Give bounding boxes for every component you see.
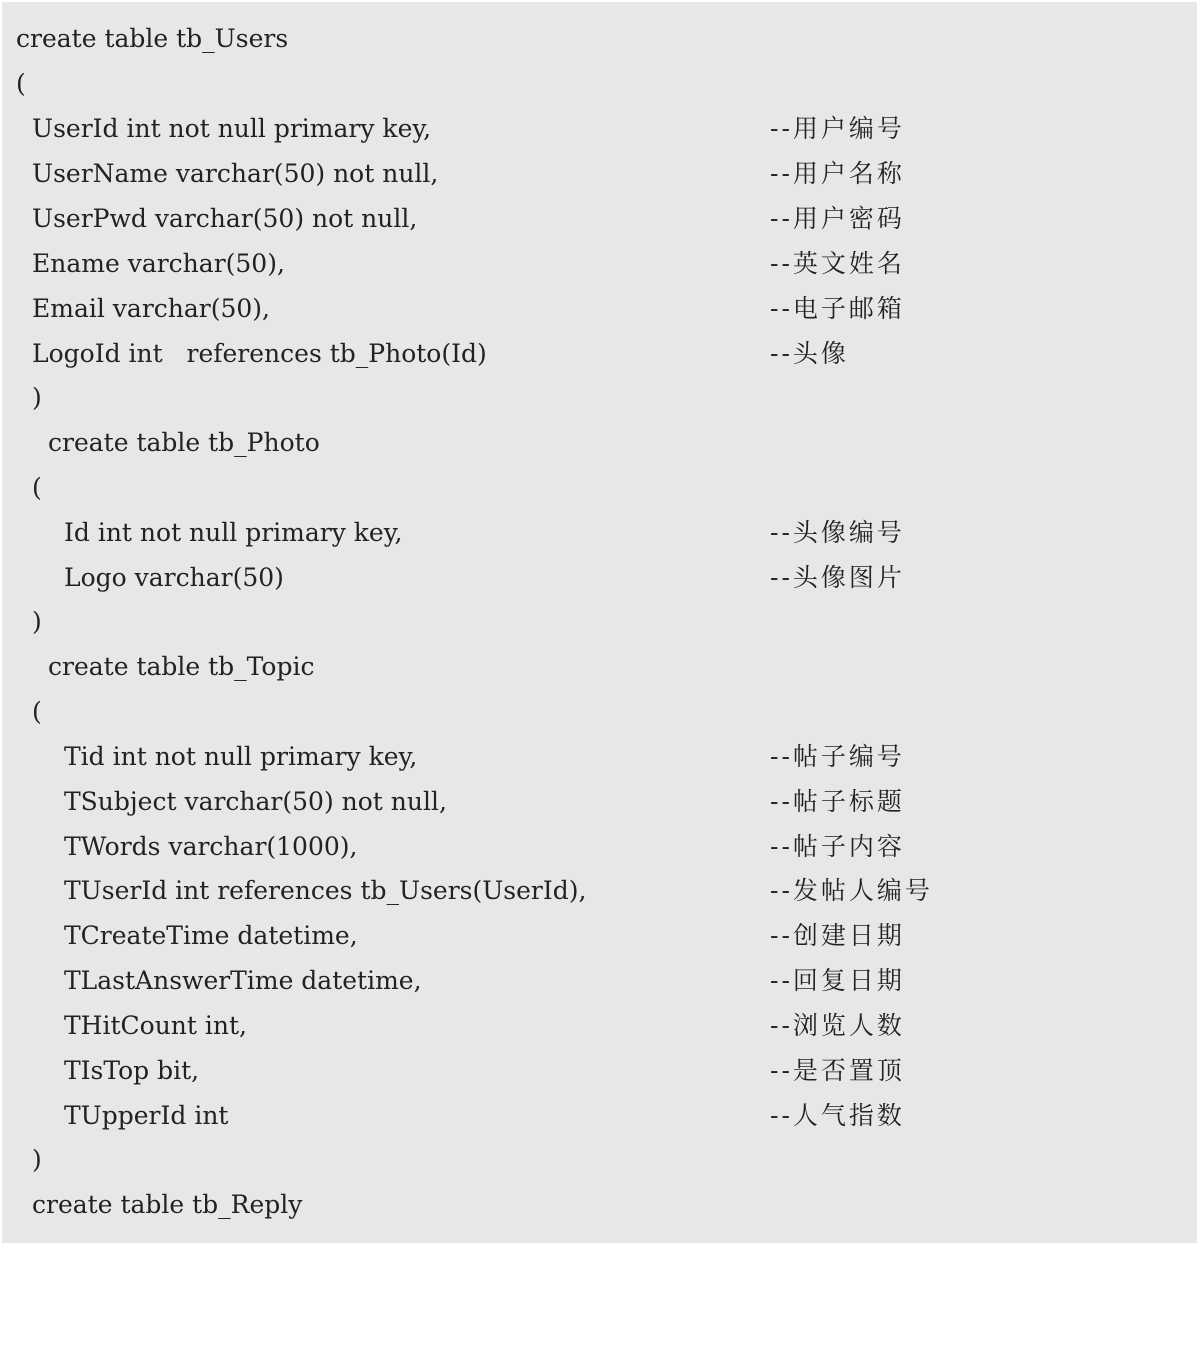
code-comment: --帖子编号 — [770, 742, 905, 771]
code-line — [2, 961, 1197, 1001]
sql-code-block — [2, 2, 1197, 1243]
code-comment: --用户名称 — [770, 159, 905, 188]
code-line — [2, 244, 1197, 284]
code-comment: --帖子标题 — [770, 787, 905, 816]
code-comment: --头像 — [770, 339, 849, 368]
code-line — [2, 558, 1197, 598]
code-line — [2, 647, 1197, 687]
code-text: TSubject varchar(50) not null, — [64, 787, 447, 816]
code-comment: --电子邮箱 — [770, 294, 905, 323]
code-text: ) — [32, 607, 42, 636]
code-comment: --创建日期 — [770, 921, 905, 950]
code-line — [2, 199, 1197, 239]
code-line — [2, 737, 1197, 777]
code-text: TUpperId int — [64, 1101, 229, 1130]
code-text: ) — [32, 383, 42, 412]
code-line — [2, 1096, 1197, 1136]
code-line — [2, 378, 1197, 418]
code-text: UserPwd varchar(50) not null, — [32, 204, 418, 233]
code-line — [2, 602, 1197, 642]
code-line — [2, 827, 1197, 867]
code-line — [2, 109, 1197, 149]
code-text: LogoId int references tb_Photo(Id) — [32, 339, 487, 368]
code-text: Email varchar(50), — [32, 294, 271, 323]
code-comment: --发帖人编号 — [770, 876, 933, 905]
code-comment: --帖子内容 — [770, 832, 905, 861]
code-line — [2, 289, 1197, 329]
code-text: create table tb_Photo — [48, 428, 320, 457]
code-text: UserId int not null primary key, — [32, 114, 432, 143]
code-line — [2, 468, 1197, 508]
code-comment: --是否置顶 — [770, 1056, 905, 1085]
code-text: TCreateTime datetime, — [64, 921, 358, 950]
code-text: create table tb_Users — [16, 24, 289, 53]
code-text: ( — [32, 473, 42, 502]
code-comment: --英文姓名 — [770, 249, 905, 278]
code-line — [2, 1051, 1197, 1091]
code-line — [2, 19, 1197, 59]
code-line — [2, 64, 1197, 104]
code-text: TLastAnswerTime datetime, — [64, 966, 422, 995]
code-text: UserName varchar(50) not null, — [32, 159, 439, 188]
code-line — [2, 782, 1197, 822]
code-text: create table tb_Topic — [48, 652, 315, 681]
code-line — [2, 423, 1197, 463]
code-comment: --用户密码 — [770, 204, 905, 233]
code-line — [2, 916, 1197, 956]
code-text: THitCount int, — [64, 1011, 247, 1040]
code-line — [2, 692, 1197, 732]
code-text: TIsTop bit, — [64, 1056, 200, 1085]
code-comment: --用户编号 — [770, 114, 905, 143]
code-comment: --浏览人数 — [770, 1011, 905, 1040]
code-line — [2, 871, 1197, 911]
code-text: Logo varchar(50) — [64, 563, 284, 592]
code-line — [2, 334, 1197, 374]
code-comment: --人气指数 — [770, 1101, 905, 1130]
code-line — [2, 154, 1197, 194]
code-comment: --头像编号 — [770, 518, 905, 547]
code-text: TWords varchar(1000), — [64, 832, 358, 861]
code-text: Id int not null primary key, — [64, 518, 403, 547]
code-text: Tid int not null primary key, — [64, 742, 418, 771]
code-line — [2, 1140, 1197, 1180]
code-text: ( — [16, 69, 26, 98]
code-comment: --回复日期 — [770, 966, 905, 995]
code-line — [2, 513, 1197, 553]
code-line — [2, 1185, 1197, 1225]
code-text: Ename varchar(50), — [32, 249, 285, 278]
code-text: create table tb_Reply — [32, 1190, 303, 1219]
code-line — [2, 1006, 1197, 1046]
code-text: ) — [32, 1145, 42, 1174]
code-text: TUserId int references tb_Users(UserId), — [64, 876, 587, 905]
code-text: ( — [32, 697, 42, 726]
code-comment: --头像图片 — [770, 563, 905, 592]
